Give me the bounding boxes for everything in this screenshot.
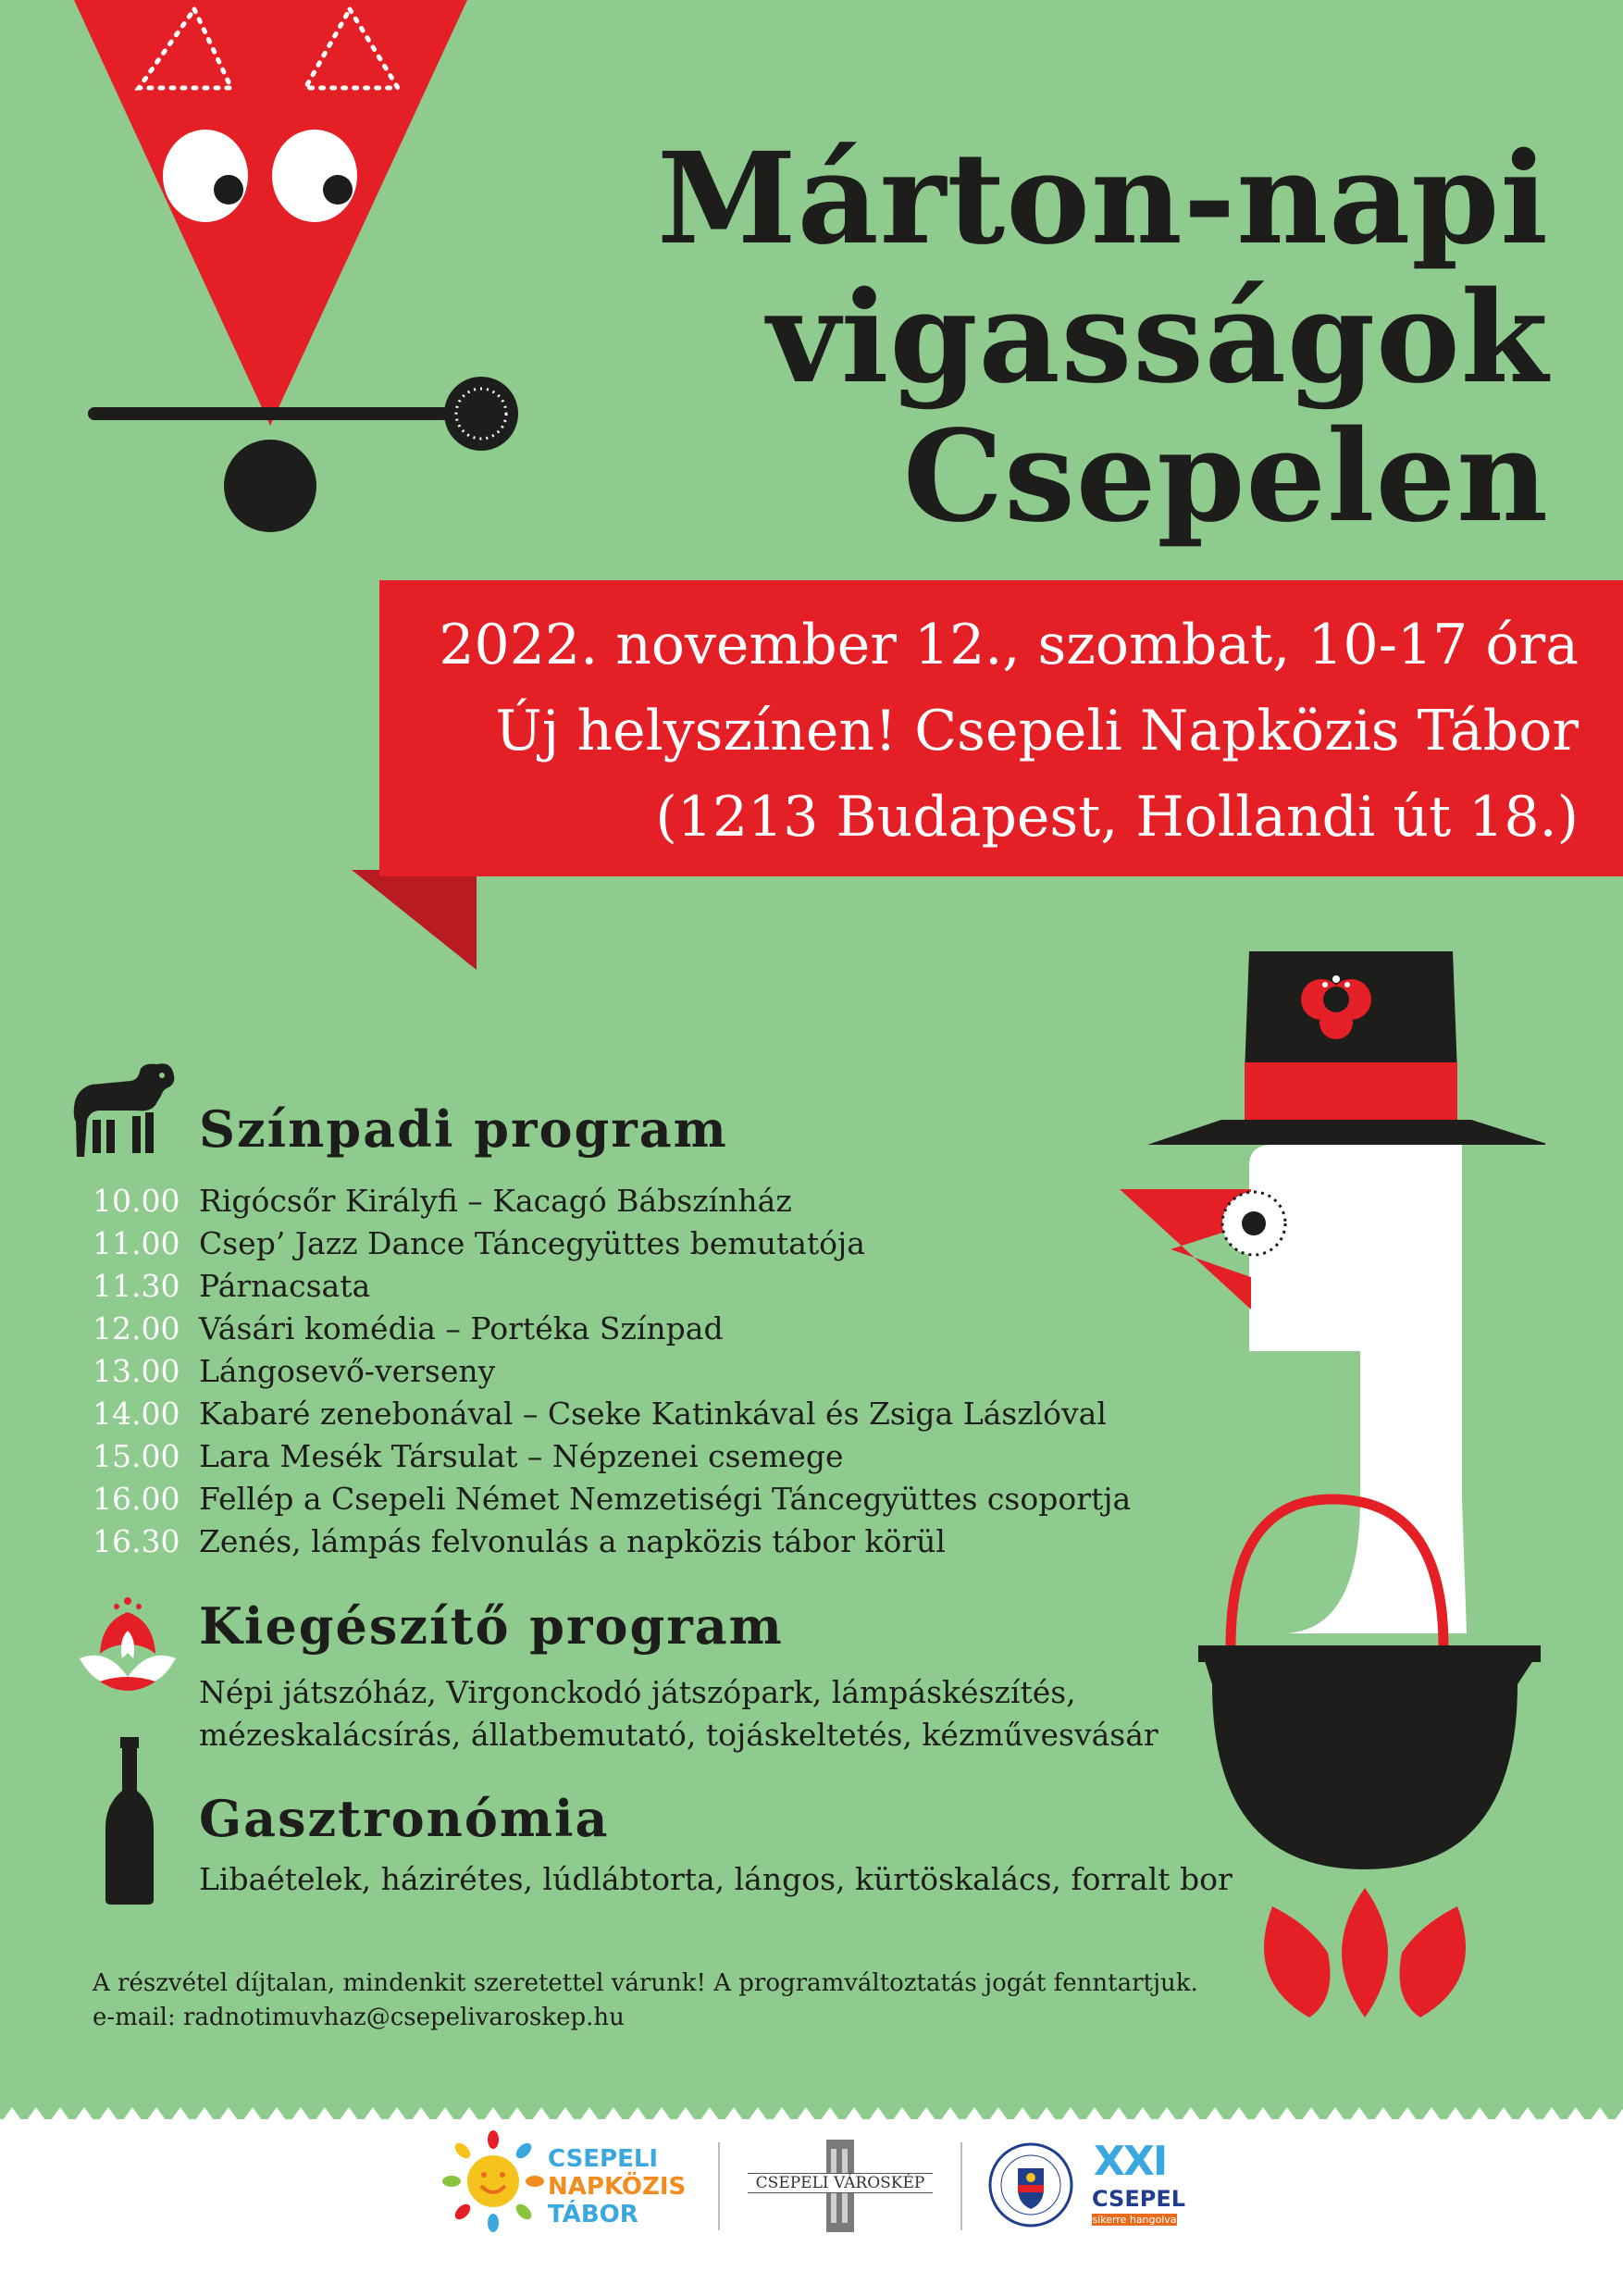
footer-email: e-mail: radnotimuvhaz@csepelivaroskep.hu: [93, 2004, 625, 2031]
sun-logo-icon: [442, 2130, 544, 2232]
bottle-icon: [102, 1735, 157, 1906]
banner-venue: Új helyszínen! Csepeli Napközis Tábor: [495, 699, 1579, 763]
program-time: 11.00: [93, 1225, 180, 1261]
date-banner: [379, 580, 1623, 876]
program-text: Vásári komédia – Portéka Színpad: [199, 1310, 724, 1347]
camp-logo-line-3: TÁBOR: [548, 2201, 638, 2228]
fox-illustration: [0, 0, 555, 574]
goose-illustration: [1083, 944, 1545, 2017]
logo-divider: [960, 2142, 962, 2230]
varoskep-logo-text: CSEPELI VÁROSKÉP: [748, 2173, 933, 2193]
program-time: 16.00: [93, 1481, 180, 1517]
program-text: Zenés, lámpás felvonulás a napközis tábor körül: [199, 1523, 946, 1559]
gastronomy-heading: Gasztronómia: [199, 1789, 610, 1848]
program-time: 16.30: [93, 1523, 180, 1559]
program-text: Lara Mesék Társulat – Népzenei csemege: [199, 1438, 844, 1474]
program-text: Csep’ Jazz Dance Táncegyüttes bemutatója: [199, 1225, 865, 1261]
footer-note: A részvétel díjtalan, mindenkit szeretettel várunk! A programváltoztatás jogát fenntartjuk.: [93, 1969, 1198, 1997]
banner-address: (1213 Budapest, Hollandi út 18.): [655, 785, 1579, 850]
program-text: Rigócsőr Királyfi – Kacagó Bábszínház: [199, 1183, 792, 1219]
logo-divider: [718, 2142, 720, 2230]
program-time: 14.00: [93, 1396, 180, 1432]
dog-icon: [69, 1055, 180, 1157]
extra-program-heading: Kiegészítő program: [199, 1596, 784, 1656]
program-time: 11.30: [93, 1268, 180, 1304]
program-time: 12.00: [93, 1310, 180, 1347]
program-time: 13.00: [93, 1353, 180, 1389]
csepel-slogan: sikerre hangolva: [1092, 2214, 1177, 2226]
program-time: 15.00: [93, 1438, 180, 1474]
camp-logo-line-2: NAPKÖZIS: [548, 2173, 687, 2201]
banner-date: 2022. november 12., szombat, 10-17 óra: [439, 613, 1579, 677]
title-line-3: Csepelen: [902, 403, 1549, 551]
program-time: 10.00: [93, 1183, 180, 1219]
extra-program-line-2: mézeskalácsírás, állatbemutató, tojáskeltetés, kézművesvásár: [199, 1717, 1158, 1753]
tulip-flower-icon: [72, 1594, 183, 1705]
title-line-2: vigasságok: [766, 264, 1549, 412]
logo-band: [0, 2119, 1623, 2296]
xxi-logo-text: XXI: [1094, 2138, 1167, 2185]
gastronomy-text: Libaételek, házirétes, lúdlábtorta, lángos, kürtöskalács, forralt bor: [199, 1861, 1233, 1897]
program-text: Fellép a Csepeli Német Nemzetiségi Táncegyüttes csoportja: [199, 1481, 1132, 1517]
banner-fold: [352, 870, 481, 972]
stage-program-heading: Színpadi program: [199, 1099, 728, 1159]
program-text: Kabaré zenebonával – Cseke Katinkával és Zsiga Lászlóval: [199, 1396, 1107, 1432]
program-text: Lángosevő-verseny: [199, 1353, 496, 1389]
camp-logo-line-1: CSEPELI: [548, 2145, 659, 2173]
csepel-logo-text: CSEPEL: [1092, 2186, 1186, 2212]
title-line-1: Márton-napi: [657, 125, 1549, 273]
coat-of-arms-seal-icon: [986, 2141, 1075, 2229]
extra-program-line-1: Népi játszóház, Virgonckodó játszópark, lámpáskészítés,: [199, 1674, 1076, 1710]
program-text: Párnacsata: [199, 1268, 371, 1304]
